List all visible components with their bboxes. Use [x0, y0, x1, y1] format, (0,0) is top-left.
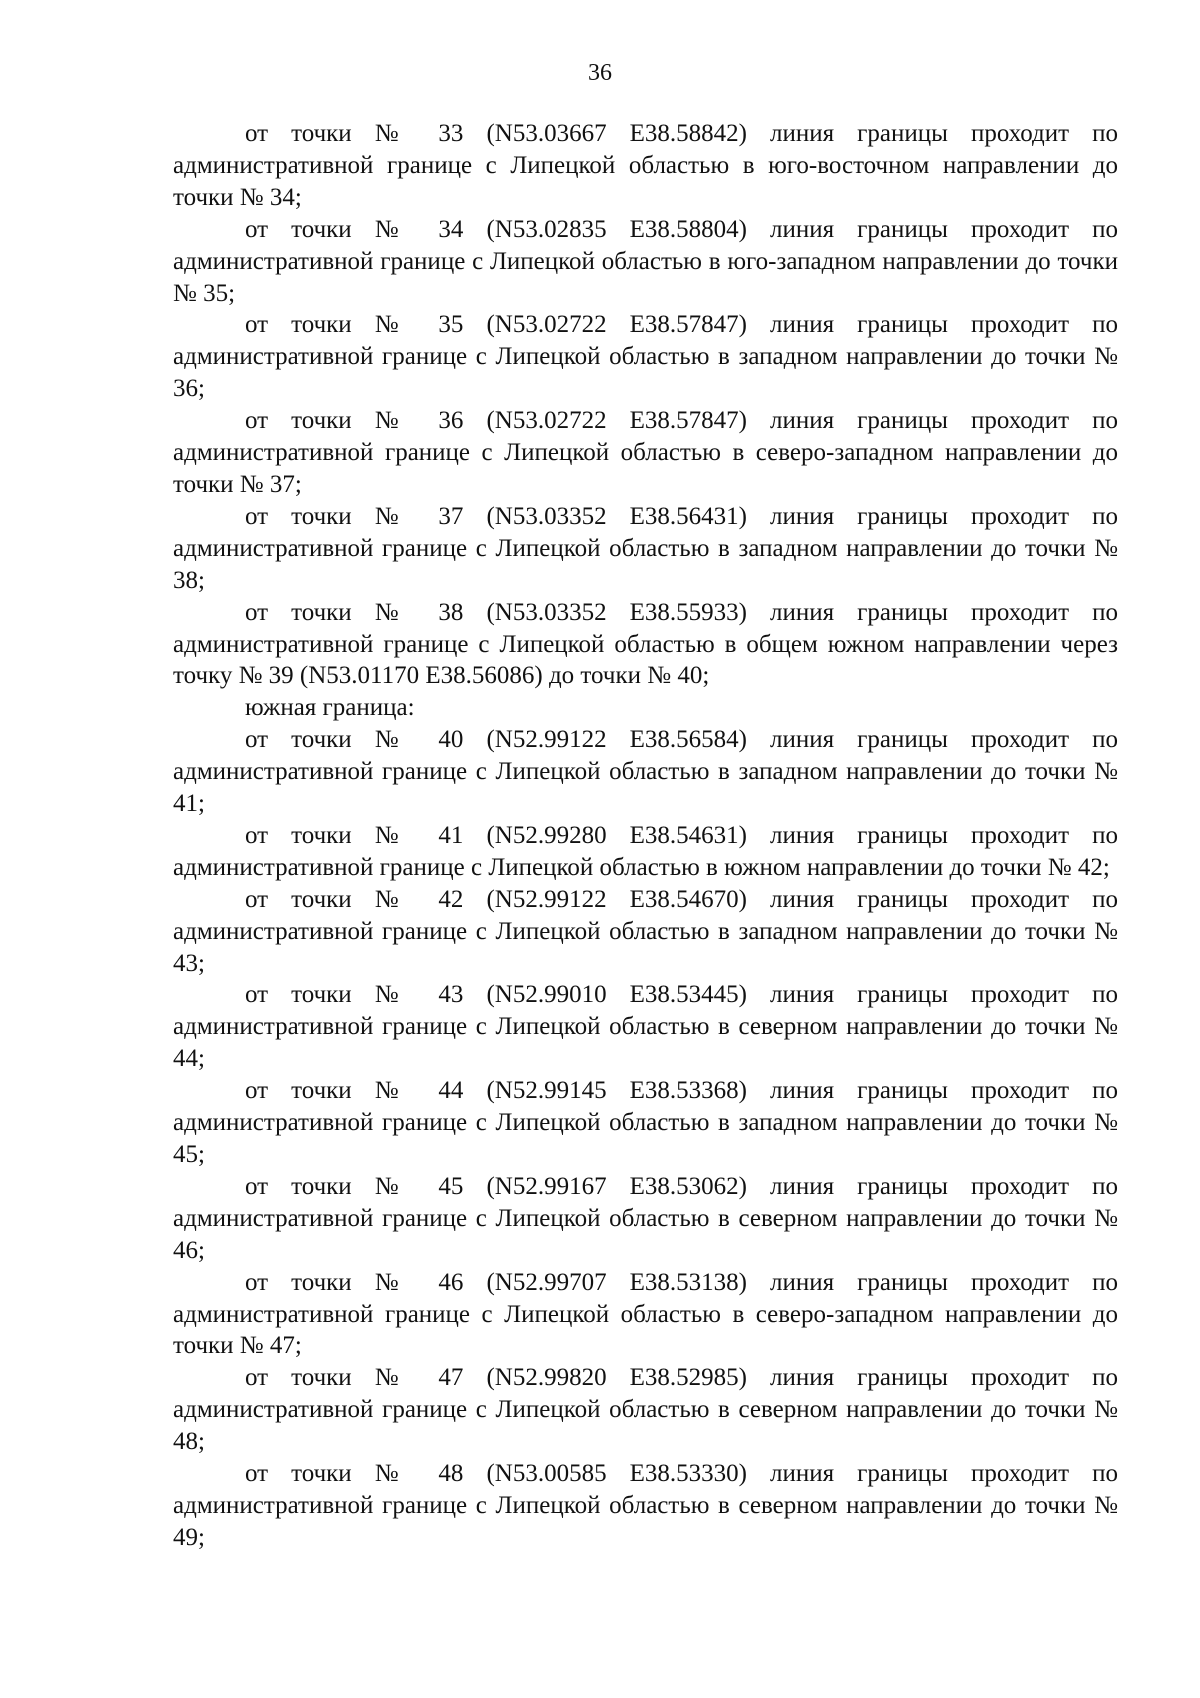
paragraph-point-48: от точки № 48 (N53.00585 E38.53330) линия границы проходит по административной границе с Липецкой областью в северном направлении до точки № 49; — [173, 1460, 1118, 1551]
paragraph-point-47: от точки № 47 (N52.99820 E38.52985) линия границы проходит по административной границе с Липецкой областью в северном направлении до точки № 48; — [173, 1364, 1118, 1456]
paragraph-point-40: от точки № 40 (N52.99122 E38.56584) линия границы проходит по административной границе с Липецкой областью в западном направлении до точки № 41; — [173, 726, 1118, 818]
paragraph-point-44: от точки № 44 (N52.99145 E38.53368) линия границы проходит по административной границе с Липецкой областью в западном направлении до точки № 45; — [173, 1077, 1118, 1168]
paragraph-point-38: от точки № 38 (N53.03352 E38.55933) линия границы проходит по административной границе с Липецкой областью в общем южном направлении через точку № 39 (N53.01170 E38.56086) до точки № 40; — [173, 598, 1118, 690]
paragraph-point-35: от точки № 35 (N53.02722 E38.57847) линия границы проходит по административной границе с Липецкой областью в западном направлении до точки № 36; — [173, 311, 1118, 403]
paragraph-point-42: от точки № 42 (N52.99122 E38.54670) линия границы проходит по административной границе с Липецкой областью в западном направлении до точки № 43; — [173, 885, 1118, 977]
page-number: 36 — [588, 60, 612, 86]
paragraph-point-36: от точки № 36 (N53.02722 E38.57847) линия границы проходит по административной границе с Липецкой областью в северо-западном направлении до точки № 37; — [173, 407, 1118, 498]
paragraph-point-45: от точки № 45 (N52.99167 E38.53062) линия границы проходит по административной границе с Липецкой областью в северном направлении до точки № 46; — [173, 1172, 1118, 1264]
section-heading-southern-border: южная граница: — [245, 694, 415, 722]
document-body — [173, 118, 1118, 1554]
paragraph-point-43: от точки № 43 (N52.99010 E38.53445) линия границы проходит по административной границе с Липецкой областью в северном направлении до точки № 44; — [173, 981, 1118, 1073]
paragraph-point-37: от точки № 37 (N53.03352 E38.56431) линия границы проходит по административной границе с Липецкой областью в западном направлении до точки № 38; — [173, 502, 1118, 594]
paragraph-point-34: от точки № 34 (N53.02835 E38.58804) линия границы проходит по административной границе с Липецкой областью в юго-западном направлении до точки № 35; — [173, 215, 1118, 307]
paragraph-point-41: от точки № 41 (N52.99280 E38.54631) линия границы проходит по административной границе с Липецкой областью в южном направлении до точки № 42; — [173, 821, 1118, 881]
paragraph-point-46: от точки № 46 (N52.99707 E38.53138) линия границы проходит по административной границе с Липецкой областью в северо-западном направлении до точки № 47; — [173, 1268, 1118, 1360]
paragraph-point-33: от точки № 33 (N53.03667 E38.58842) линия границы проходит по административной границе с Липецкой областью в юго-восточном направлении до точки № 34; — [173, 120, 1118, 211]
